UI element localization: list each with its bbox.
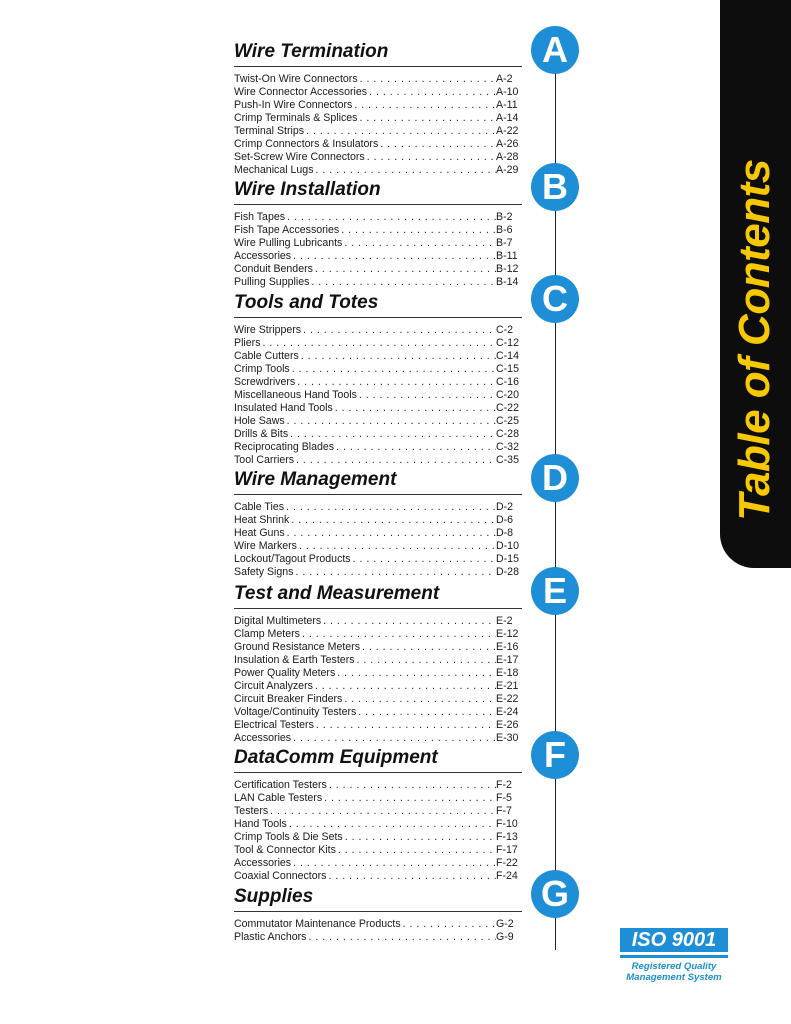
toc-entry[interactable]: [234, 99, 522, 112]
leader-dots: [339, 224, 496, 237]
toc-entry-page: C-14: [496, 350, 519, 362]
toc-entry-page: E-26: [496, 719, 519, 731]
section-items: [234, 211, 522, 289]
leader-dots: [333, 402, 496, 415]
leader-dots: [352, 99, 496, 112]
leader-dots: [295, 376, 496, 389]
section-letter-badge[interactable]: A: [531, 26, 579, 74]
toc-entry-page: E-18: [496, 667, 519, 679]
toc-entry-label: Pulling Supplies: [234, 276, 310, 288]
toc-entry-page: A-22: [496, 125, 519, 137]
toc-entry[interactable]: [234, 792, 522, 805]
toc-entry-label: Digital Multimeters: [234, 615, 322, 627]
toc-entry-label: Wire Strippers: [234, 324, 302, 336]
toc-entry[interactable]: [234, 86, 522, 99]
toc-entry[interactable]: [234, 363, 522, 376]
section-items: [234, 501, 522, 579]
toc-entry-label: Wire Connector Accessories: [234, 86, 368, 98]
leader-dots: [365, 151, 496, 164]
toc-entry-label: Fish Tapes: [234, 211, 286, 223]
toc-entry[interactable]: [234, 263, 522, 276]
toc-entry[interactable]: [234, 628, 522, 641]
toc-entry-page: C-25: [496, 415, 519, 427]
leader-dots: [290, 363, 496, 376]
leader-dots: [322, 792, 496, 805]
toc-entry-page: E-22: [496, 693, 519, 705]
section-items: [234, 918, 522, 944]
toc-entry-page: D-2: [496, 501, 514, 513]
leader-dots: [360, 641, 496, 654]
leader-dots: [314, 164, 497, 177]
iso-caption-line2: Management System: [626, 972, 722, 983]
toc-entry-page: A-28: [496, 151, 519, 163]
toc-entry-label: Terminal Strips: [234, 125, 305, 137]
leader-dots: [299, 350, 496, 363]
toc-entry-page: F-7: [496, 805, 512, 817]
toc-entry-label: Clamp Meters: [234, 628, 300, 640]
toc-entry[interactable]: [234, 112, 522, 125]
toc-entry-page: C-28: [496, 428, 519, 440]
toc-entry-page: F-13: [496, 831, 518, 843]
toc-entry-label: Accessories: [234, 732, 292, 744]
toc-entry-page: F-5: [496, 792, 512, 804]
leader-dots: [268, 805, 496, 818]
section-letter-badge[interactable]: D: [531, 454, 579, 502]
toc-entry-page: A-10: [496, 86, 519, 98]
leader-dots: [334, 441, 496, 454]
toc-entry-page: E-16: [496, 641, 519, 653]
toc-entry-label: Tool Carriers: [234, 454, 295, 466]
leader-dots: [336, 844, 496, 857]
section-title: Tools and Totes: [234, 292, 522, 318]
toc-entry[interactable]: [234, 566, 522, 579]
leader-dots: [285, 415, 496, 428]
toc-entry[interactable]: [234, 138, 522, 151]
toc-entry[interactable]: [234, 276, 522, 289]
toc-entry-page: D-10: [496, 540, 519, 552]
leader-dots: [301, 324, 496, 337]
toc-entry[interactable]: [234, 831, 522, 844]
toc-entry[interactable]: [234, 693, 522, 706]
section-title: Wire Management: [234, 469, 522, 495]
toc-entry[interactable]: [234, 337, 522, 350]
leader-dots: [297, 540, 496, 553]
section-title: Wire Termination: [234, 41, 522, 67]
toc-entry-label: Cable Cutters: [234, 350, 299, 362]
toc-entry-label: Insulation & Earth Testers: [234, 654, 355, 666]
toc-entry-page: C-12: [496, 337, 519, 349]
leader-dots: [321, 615, 496, 628]
toc-entry[interactable]: [234, 706, 522, 719]
leader-dots: [285, 211, 496, 224]
toc-entry-label: Hole Saws: [234, 415, 285, 427]
toc-entry-label: LAN Cable Testers: [234, 792, 323, 804]
toc-entry-page: D-28: [496, 566, 519, 578]
section-items: [234, 73, 522, 177]
leader-dots: [313, 680, 496, 693]
toc-entry-label: Electrical Testers: [234, 719, 314, 731]
toc-entry-label: Accessories: [234, 250, 292, 262]
toc-entry[interactable]: [234, 667, 522, 680]
section-letter-badge[interactable]: G: [531, 870, 579, 918]
toc-entry-page: E-2: [496, 615, 513, 627]
toc-entry-page: D-8: [496, 527, 514, 539]
side-title: Table of Contents: [730, 159, 779, 521]
leader-dots: [304, 125, 496, 138]
toc-entry[interactable]: [234, 527, 522, 540]
leader-dots: [367, 86, 496, 99]
toc-entry[interactable]: [234, 501, 522, 514]
leader-dots: [355, 654, 496, 667]
toc-entry-page: E-12: [496, 628, 519, 640]
leader-dots: [343, 831, 496, 844]
toc-entry-page: E-21: [496, 680, 519, 692]
toc-entry[interactable]: [234, 428, 522, 441]
toc-entry-label: Conduit Benders: [234, 263, 313, 275]
toc-entry[interactable]: [234, 615, 522, 628]
toc-entry[interactable]: [234, 211, 522, 224]
toc-entry[interactable]: [234, 805, 522, 818]
toc-entry-page: E-30: [496, 732, 519, 744]
toc-entry-label: Power Quality Meters: [234, 667, 336, 679]
section-letter-badge[interactable]: B: [531, 163, 579, 211]
toc-entry-label: Voltage/Continuity Testers: [234, 706, 357, 718]
toc-entry[interactable]: [234, 454, 522, 467]
leader-dots: [326, 870, 496, 883]
toc-entry[interactable]: [234, 818, 522, 831]
toc-entry-label: Crimp Tools: [234, 363, 290, 375]
toc-entry[interactable]: [234, 125, 522, 138]
toc-entry[interactable]: [234, 164, 522, 177]
toc-entry-page: D-15: [496, 553, 519, 565]
toc-entry[interactable]: [234, 654, 522, 667]
iso-caption-line1: Registered Quality: [631, 961, 717, 972]
toc-entry-page: B-7: [496, 237, 513, 249]
toc-entry-label: Drills & Bits: [234, 428, 289, 440]
section-b: [234, 179, 522, 289]
toc-entry-label: Crimp Terminals & Splices: [234, 112, 358, 124]
toc-entry-label: Commutator Maintenance Products: [234, 918, 401, 930]
toc-entry-label: Crimp Tools & Die Sets: [234, 831, 343, 843]
toc-entry-page: G-9: [496, 931, 514, 943]
toc-entry[interactable]: [234, 376, 522, 389]
toc-entry[interactable]: [234, 402, 522, 415]
section-g: [234, 886, 522, 944]
toc-entry-page: C-32: [496, 441, 519, 453]
toc-entry-page: A-29: [496, 164, 519, 176]
leader-dots: [291, 732, 496, 745]
toc-entry[interactable]: [234, 350, 522, 363]
toc-entry[interactable]: [234, 250, 522, 263]
toc-entry-label: Circuit Analyzers: [234, 680, 313, 692]
toc-entry-page: A-11: [496, 99, 518, 111]
leader-dots: [401, 918, 496, 931]
toc-entry[interactable]: [234, 931, 522, 944]
toc-entry[interactable]: [234, 680, 522, 693]
toc-entry-page: F-24: [496, 870, 518, 882]
toc-entry-label: Set-Screw Wire Connectors: [234, 151, 365, 163]
section-e: [234, 583, 522, 745]
leader-dots: [358, 73, 496, 86]
section-c: [234, 292, 522, 467]
toc-entry-label: Accessories: [234, 857, 292, 869]
toc-entry-label: Miscellaneous Hand Tools: [234, 389, 357, 401]
toc-entry-page: A-14: [496, 112, 519, 124]
leader-dots: [313, 263, 496, 276]
leader-dots: [300, 628, 496, 641]
toc-entry[interactable]: [234, 324, 522, 337]
section-letter-badge[interactable]: C: [531, 275, 579, 323]
toc-entry-page: F-22: [496, 857, 518, 869]
leader-dots: [291, 857, 496, 870]
leader-dots: [356, 706, 496, 719]
leader-dots: [309, 276, 496, 289]
section-items: [234, 324, 522, 467]
toc-entry-page: G-2: [496, 918, 514, 930]
toc-entry-label: Twist-On Wire Connectors: [234, 73, 358, 85]
toc-entry-page: F-10: [496, 818, 518, 830]
toc-entry-page: B-11: [496, 250, 518, 262]
toc-entry-label: Heat Guns: [234, 527, 285, 539]
toc-entry-page: C-35: [496, 454, 519, 466]
toc-entry[interactable]: [234, 540, 522, 553]
toc-entry-label: Fish Tape Accessories: [234, 224, 340, 236]
leader-dots: [285, 527, 496, 540]
toc-entry-label: Pliers: [234, 337, 261, 349]
toc-entry-label: Mechanical Lugs: [234, 164, 314, 176]
section-letter-badge[interactable]: F: [531, 731, 579, 779]
toc-entry-page: C-2: [496, 324, 514, 336]
section-a: [234, 41, 522, 177]
toc-entry-label: Safety Signs: [234, 566, 294, 578]
leader-dots: [306, 931, 496, 944]
toc-entry-label: Plastic Anchors: [234, 931, 307, 943]
toc-entry-label: Screwdrivers: [234, 376, 296, 388]
section-d: [234, 469, 522, 579]
leader-dots: [314, 719, 496, 732]
toc-entry-label: Lockout/Tagout Products: [234, 553, 351, 565]
toc-entry-page: C-22: [496, 402, 519, 414]
toc-entry[interactable]: [234, 415, 522, 428]
toc-entry-page: C-20: [496, 389, 519, 401]
toc-entry[interactable]: [234, 732, 522, 745]
toc-entry-page: B-14: [496, 276, 519, 288]
toc-entry-page: A-2: [496, 73, 513, 85]
toc-entry[interactable]: [234, 73, 522, 86]
toc-entry-page: F-2: [496, 779, 512, 791]
toc-entry-label: Wire Pulling Lubricants: [234, 237, 343, 249]
leader-dots: [289, 514, 496, 527]
toc-entry[interactable]: [234, 553, 522, 566]
toc-entry-label: Coaxial Connectors: [234, 870, 327, 882]
toc-entry-page: E-24: [496, 706, 519, 718]
toc-entry-label: Hand Tools: [234, 818, 287, 830]
leader-dots: [335, 667, 496, 680]
toc-entry-page: B-2: [496, 211, 513, 223]
iso-underline: [620, 955, 728, 958]
leader-dots: [357, 389, 496, 402]
leader-dots: [284, 501, 496, 514]
leader-dots: [342, 693, 496, 706]
section-letter-badge[interactable]: E: [531, 567, 579, 615]
section-title: Test and Measurement: [234, 583, 522, 609]
leader-dots: [293, 566, 496, 579]
toc-entry-page: C-15: [496, 363, 519, 375]
leader-dots: [291, 250, 496, 263]
section-title: Wire Installation: [234, 179, 522, 205]
iso-badge: ISO 9001: [620, 928, 728, 952]
iso-caption: [620, 961, 728, 983]
toc-entry-label: Insulated Hand Tools: [234, 402, 333, 414]
leader-dots: [342, 237, 496, 250]
toc-entry[interactable]: [234, 918, 522, 931]
leader-dots: [378, 138, 496, 151]
toc-entry-label: Cable Ties: [234, 501, 285, 513]
toc-entry-page: F-17: [496, 844, 518, 856]
leader-dots: [327, 779, 496, 792]
toc-entry[interactable]: [234, 237, 522, 250]
toc-entry-page: D-6: [496, 514, 514, 526]
toc-entry[interactable]: [234, 514, 522, 527]
leader-dots: [357, 112, 496, 125]
toc-entry-label: Wire Markers: [234, 540, 297, 552]
toc-entry-label: Crimp Connectors & Insulators: [234, 138, 379, 150]
toc-entry-label: Push-In Wire Connectors: [234, 99, 353, 111]
toc-entry[interactable]: [234, 870, 522, 883]
section-f: [234, 747, 522, 883]
toc-entry-label: Certification Testers: [234, 779, 327, 791]
leader-dots: [294, 454, 496, 467]
leader-dots: [287, 818, 496, 831]
toc-entry-page: B-12: [496, 263, 519, 275]
toc-entry[interactable]: [234, 857, 522, 870]
leader-dots: [288, 428, 496, 441]
toc-entry-label: Circuit Breaker Finders: [234, 693, 343, 705]
section-items: [234, 615, 522, 745]
toc-entry[interactable]: [234, 779, 522, 792]
toc-entry[interactable]: [234, 224, 522, 237]
toc-entry-page: E-17: [496, 654, 519, 666]
toc-entry-label: Tool & Connector Kits: [234, 844, 336, 856]
iso-logo: [620, 928, 728, 983]
section-title: Supplies: [234, 886, 522, 912]
toc-entry[interactable]: [234, 389, 522, 402]
toc-entry-label: Ground Resistance Meters: [234, 641, 361, 653]
leader-dots: [351, 553, 496, 566]
toc-entry[interactable]: [234, 441, 522, 454]
leader-dots: [261, 337, 497, 350]
toc-entry-label: Reciprocating Blades: [234, 441, 335, 453]
toc-entry[interactable]: [234, 844, 522, 857]
toc-entry[interactable]: [234, 719, 522, 732]
toc-entry-page: C-16: [496, 376, 519, 388]
toc-entry-page: A-26: [496, 138, 519, 150]
section-items: [234, 779, 522, 883]
toc-entry-page: B-6: [496, 224, 513, 236]
toc-entry-label: Heat Shrink: [234, 514, 290, 526]
toc-entry[interactable]: [234, 151, 522, 164]
toc-entry-label: Testers: [234, 805, 269, 817]
toc-entry[interactable]: [234, 641, 522, 654]
section-title: DataComm Equipment: [234, 747, 522, 773]
